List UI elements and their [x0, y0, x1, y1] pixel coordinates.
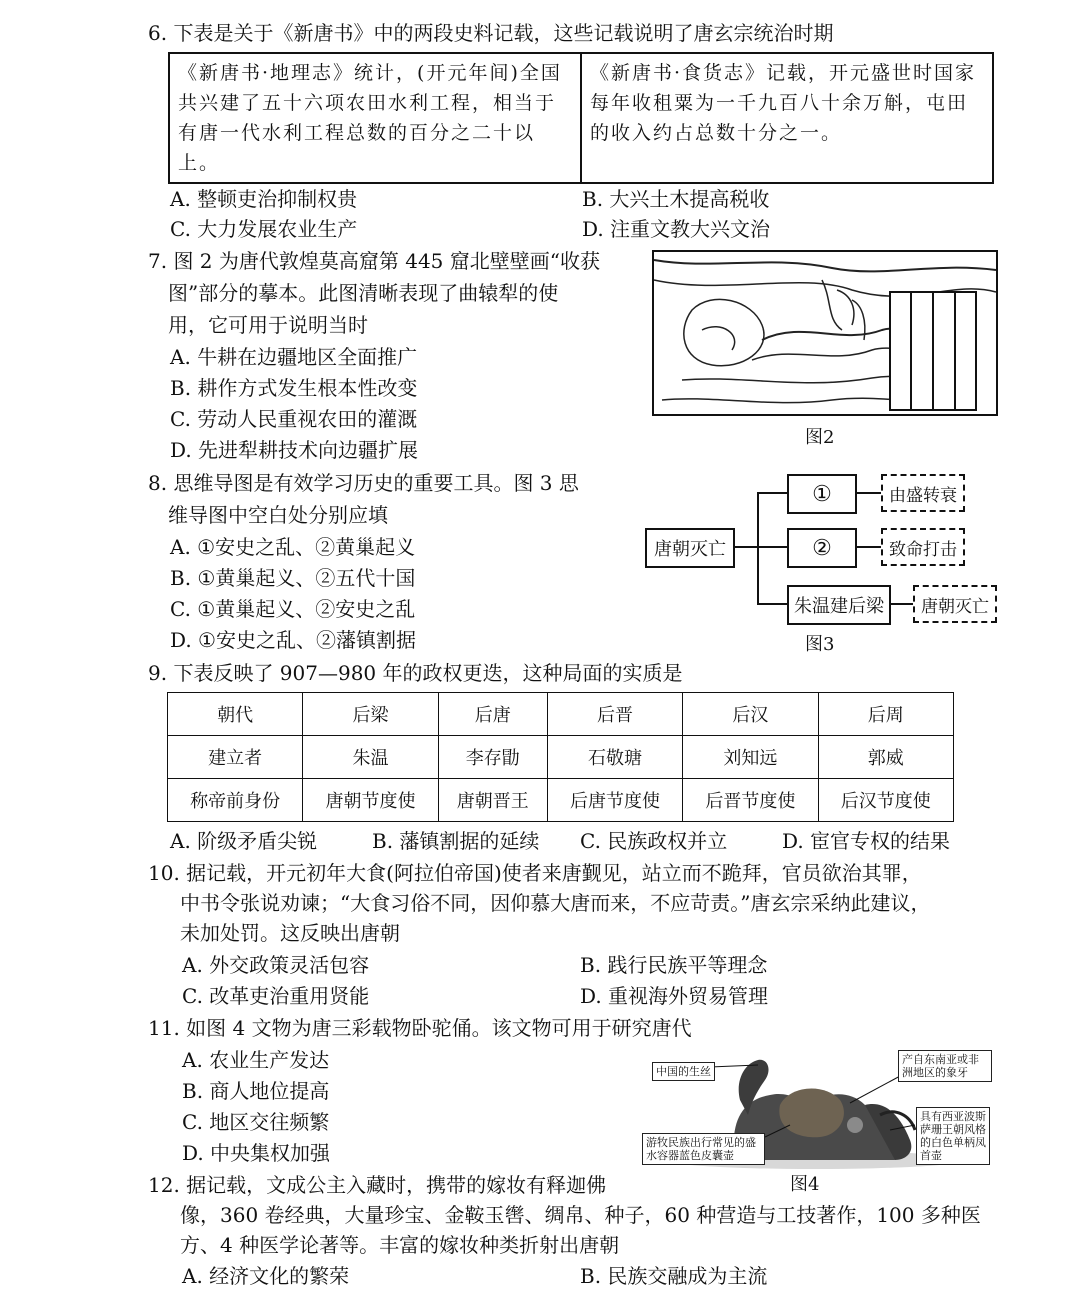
q8-option-a[interactable]: A. ①安史之乱、②黄巢起义 — [170, 535, 416, 559]
table-cell: 后晋 — [547, 693, 682, 736]
q11-option-c[interactable]: C. 地区交往频繁 — [182, 1110, 330, 1134]
q7-option-d[interactable]: D. 先进犁耕技术向边疆扩展 — [170, 438, 419, 462]
table-cell: 建立者 — [168, 736, 303, 779]
q7-option-b[interactable]: B. 耕作方式发生根本性改变 — [170, 376, 418, 400]
q6-option-a[interactable]: A. 整顿吏治抑制权贵 — [170, 187, 358, 211]
q7-stem-line2: 图”部分的摹本。此图清晰表现了曲辕犁的使 — [168, 281, 559, 305]
q8-option-d[interactable]: D. ①安史之乱、②藩镇割据 — [170, 628, 416, 652]
table-cell: 后唐 — [438, 693, 547, 736]
q12-stem-line2: 像，360 卷经典，大量珍宝、金鞍玉辔、绸帛、种子，60 种营造与工技著作，100 多种医 — [180, 1203, 981, 1227]
mindmap-note2-line — [855, 546, 881, 548]
table-cell: 唐朝节度使 — [303, 779, 438, 822]
q9-option-c[interactable]: C. 民族政权并立 — [580, 829, 728, 853]
mindmap-root: 唐朝灭亡 — [645, 528, 735, 568]
table-cell: 后汉节度使 — [818, 779, 953, 822]
table-cell: 朱温 — [303, 736, 438, 779]
table-cell: 称帝前身份 — [168, 779, 303, 822]
q9-option-b[interactable]: B. 藩镇割据的延续 — [372, 829, 540, 853]
mindmap-note1-line — [855, 492, 881, 494]
q9-stem: 9. 下表反映了 907—980 年的政权更迭，这种局面的实质是 — [148, 661, 683, 685]
mindmap-root-connector — [733, 546, 757, 548]
q10-stem-line1: 10. 据记载，开元初年大食(阿拉伯帝国)使者来唐觐见，站立而不跪拜，官员欲治其罪， — [148, 861, 922, 885]
mindmap-node3: 朱温建后梁 — [787, 585, 891, 625]
table-cell: 后梁 — [303, 693, 438, 736]
table-row — [168, 779, 954, 822]
q10-option-a[interactable]: A. 外交政策灵活包容 — [182, 953, 370, 977]
figure2-caption: 图2 — [805, 427, 835, 448]
mindmap-note3-line — [889, 603, 913, 605]
table-cell: 后唐节度使 — [547, 779, 682, 822]
q7-option-c[interactable]: C. 劳动人民重视农田的灌溉 — [170, 407, 418, 431]
q6-option-c[interactable]: C. 大力发展农业生产 — [170, 217, 358, 241]
label-ivory: 产自东南亚或非洲地区的象牙 — [898, 1050, 992, 1082]
q11-option-a[interactable]: A. 农业生产发达 — [182, 1048, 330, 1072]
table-row — [168, 736, 954, 779]
table-cell: 朝代 — [168, 693, 303, 736]
mindmap-node1-note: 由盛转衰 — [881, 474, 965, 512]
q7-stem-line1: 7. 图 2 为唐代敦煌莫高窟第 445 窟北壁壁画“收获 — [148, 249, 600, 273]
mindmap-branch3-line — [757, 603, 787, 605]
label-leather-bag: 游牧民族出行常见的盛水容器蓝色皮囊壶 — [642, 1133, 765, 1165]
q6-option-b[interactable]: B. 大兴土木提高税收 — [582, 187, 770, 211]
label-raw-silk: 中国的生丝 — [652, 1062, 715, 1081]
q11-option-b[interactable]: B. 商人地位提高 — [182, 1079, 330, 1103]
q10-stem-line2: 中书令张说劝谏；“大食习俗不同，因仰慕大唐而来，不应苛责。”唐玄宗采纳此建议， — [180, 891, 931, 915]
mindmap-node2-note: 致命打击 — [881, 528, 965, 566]
table-cell: 刘知远 — [683, 736, 818, 779]
q12-stem-line3: 方、4 种医学论著等。丰富的嫁妆种类折射出唐朝 — [180, 1233, 620, 1257]
figure4-caption: 图4 — [790, 1174, 820, 1195]
table-cell: 石敬瑭 — [547, 736, 682, 779]
q6-stem: 6. 下表是关于《新唐书》中的两段史料记载，这些记载说明了唐玄宗统治时期 — [148, 21, 834, 45]
mindmap-node1: ① — [787, 474, 857, 514]
q7-stem-line3: 用，它可用于说明当时 — [168, 313, 368, 337]
harvest-mural-image — [652, 250, 998, 416]
table-cell: 后汉 — [683, 693, 818, 736]
q10-stem-line3: 未加处罚。这反映出唐朝 — [180, 921, 400, 945]
label-phoenix-ewer: 具有西亚波斯萨珊王朝风格的白色单柄凤首壶 — [916, 1107, 990, 1165]
q11-option-d[interactable]: D. 中央集权加强 — [182, 1141, 331, 1165]
q9-regime-table — [167, 692, 954, 822]
q6-option-d[interactable]: D. 注重文教大兴文治 — [582, 217, 771, 241]
table-cell: 郭威 — [818, 736, 953, 779]
q6-left-cell: 《新唐书·地理志》统计，(开元年间)全国共兴建了五十六项农田水利工程，相当于有唐一代水利工程总数的百分之二十以上。 — [169, 53, 581, 183]
mindmap-trunk-line — [757, 492, 759, 604]
q8-option-b[interactable]: B. ①黄巢起义、②五代十国 — [170, 566, 416, 590]
q12-option-b[interactable]: B. 民族交融成为主流 — [580, 1264, 768, 1288]
table-row — [168, 693, 954, 736]
q6-source-table — [168, 52, 994, 184]
mindmap-branch1-line — [757, 492, 787, 494]
q7-option-a[interactable]: A. 牛耕在边疆地区全面推广 — [170, 345, 418, 369]
q12-option-a[interactable]: A. 经济文化的繁荣 — [182, 1264, 350, 1288]
table-cell: 后周 — [818, 693, 953, 736]
figure3-caption: 图3 — [805, 634, 835, 655]
table-cell: 唐朝晋王 — [438, 779, 547, 822]
table-cell: 后晋节度使 — [683, 779, 818, 822]
q6-right-cell: 《新唐书·食货志》记载，开元盛世时国家每年收租粟为一千九百八十余万斛，屯田的收入约占总数十分之一。 — [581, 53, 993, 183]
q10-option-b[interactable]: B. 践行民族平等理念 — [580, 953, 768, 977]
q8-stem-line2: 维导图中空白处分别应填 — [168, 503, 388, 527]
q11-stem: 11. 如图 4 文物为唐三彩载物卧驼俑。该文物可用于研究唐代 — [148, 1016, 692, 1040]
q10-option-d[interactable]: D. 重视海外贸易管理 — [580, 984, 769, 1008]
q8-option-c[interactable]: C. ①黄巢起义、②安史之乱 — [170, 597, 416, 621]
mindmap-branch2-line — [757, 546, 787, 548]
q8-stem-line1: 8. 思维导图是有效学习历史的重要工具。图 3 思 — [148, 471, 579, 495]
q9-option-a[interactable]: A. 阶级矛盾尖锐 — [170, 829, 318, 853]
mindmap-node3-note: 唐朝灭亡 — [913, 585, 997, 623]
mindmap-node2: ② — [787, 528, 857, 568]
q9-option-d[interactable]: D. 宦官专权的结果 — [782, 829, 951, 853]
table-cell: 李存勖 — [438, 736, 547, 779]
q10-option-c[interactable]: C. 改革吏治重用贤能 — [182, 984, 370, 1008]
q12-stem-line1: 12. 据记载，文成公主入藏时，携带的嫁妆有释迦佛 — [148, 1173, 607, 1197]
